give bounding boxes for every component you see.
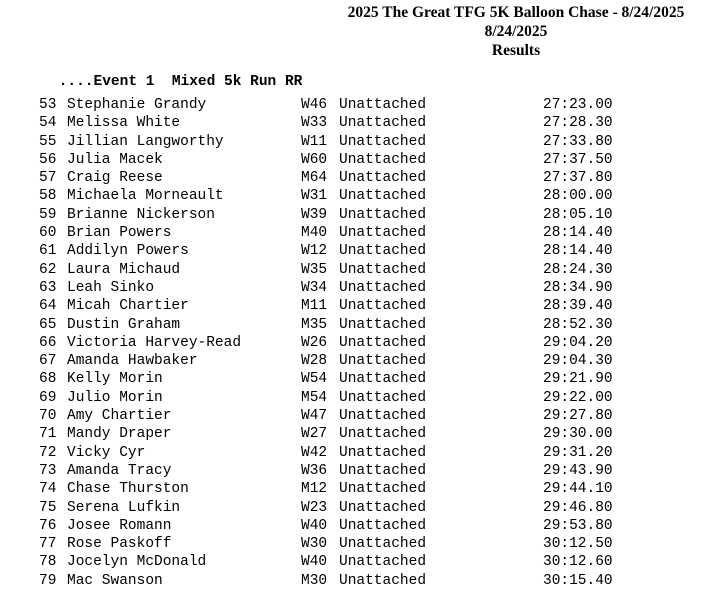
result-place: 71 [39, 426, 57, 443]
result-name: Dustin Graham [67, 316, 181, 333]
result-division: W12 [301, 243, 328, 260]
result-division: W27 [301, 426, 328, 443]
race-date: 8/24/2025 [484, 23, 548, 40]
result-time: 29:53.80 [543, 517, 613, 534]
result-place: 63 [39, 279, 57, 296]
result-division: W30 [301, 536, 328, 553]
result-place: 76 [39, 517, 57, 534]
result-name: Micah Chartier [67, 298, 189, 315]
result-name: Laura Michaud [67, 261, 181, 278]
result-place: 64 [39, 298, 57, 315]
result-team: Unattached [339, 426, 427, 443]
result-place: 54 [39, 115, 57, 132]
result-division: M40 [301, 225, 328, 242]
result-time: 28:24.30 [543, 261, 613, 278]
result-time: 28:14.40 [543, 225, 613, 242]
result-place: 53 [39, 97, 57, 113]
result-team: Unattached [339, 151, 427, 168]
result-team: Unattached [339, 316, 427, 333]
result-time: 29:30.00 [543, 426, 613, 443]
event-heading: ....Event 1 Mixed 5k Run RR [50, 74, 303, 90]
result-division: W40 [301, 554, 328, 571]
result-place: 79 [39, 572, 57, 589]
result-name: Vicky Cyr [67, 444, 146, 461]
result-team: Unattached [339, 115, 427, 132]
result-division: W42 [301, 444, 328, 461]
result-place: 72 [39, 444, 57, 461]
result-place: 68 [39, 371, 57, 388]
result-division: W11 [301, 133, 328, 150]
result-division: W34 [301, 279, 328, 296]
result-time: 29:46.80 [543, 499, 613, 516]
result-team: Unattached [339, 298, 427, 315]
result-name: Serena Lufkin [67, 499, 181, 516]
result-place: 59 [39, 206, 57, 223]
result-division: M64 [301, 170, 328, 187]
result-time: 29:22.00 [543, 389, 613, 406]
result-time: 28:39.40 [543, 298, 613, 315]
result-team: Unattached [339, 97, 427, 113]
result-name: Julio Morin [67, 389, 163, 406]
result-team: Unattached [339, 133, 427, 150]
result-team: Unattached [339, 334, 427, 351]
result-time: 28:14.40 [543, 243, 613, 260]
result-name: Amanda Hawbaker [67, 353, 198, 370]
result-time: 28:00.00 [543, 188, 613, 205]
result-division: W39 [301, 206, 328, 223]
result-name: Leah Sinko [67, 279, 155, 296]
result-place: 62 [39, 261, 57, 278]
result-name: Amanda Tracy [67, 462, 172, 479]
result-place: 56 [39, 151, 57, 168]
result-place: 60 [39, 225, 57, 242]
result-team: Unattached [339, 243, 427, 260]
result-team: Unattached [339, 499, 427, 516]
result-place: 66 [39, 334, 57, 351]
result-name: Stephanie Grandy [67, 97, 207, 113]
result-team: Unattached [339, 261, 427, 278]
race-title: 2025 The Great TFG 5K Balloon Chase - 8/24/2025 [347, 4, 685, 21]
result-division: W36 [301, 462, 328, 479]
result-team: Unattached [339, 371, 427, 388]
result-place: 61 [39, 243, 57, 260]
result-place: 69 [39, 389, 57, 406]
result-time: 29:04.20 [543, 334, 613, 351]
result-division: W33 [301, 115, 328, 132]
result-place: 58 [39, 188, 57, 205]
result-time: 30:15.40 [543, 572, 613, 589]
result-team: Unattached [339, 462, 427, 479]
result-name: Mandy Draper [67, 426, 172, 443]
result-team: Unattached [339, 170, 427, 187]
result-team: Unattached [339, 572, 427, 589]
result-team: Unattached [339, 408, 427, 425]
result-place: 67 [39, 353, 57, 370]
result-team: Unattached [339, 188, 427, 205]
result-name: Craig Reese [67, 170, 163, 187]
result-name: Brianne Nickerson [67, 206, 215, 223]
result-team: Unattached [339, 225, 427, 242]
result-place: 73 [39, 462, 57, 479]
result-time: 27:28.30 [543, 115, 613, 132]
result-time: 30:12.50 [543, 536, 613, 553]
result-place: 65 [39, 316, 57, 333]
result-division: M11 [301, 298, 328, 315]
result-team: Unattached [339, 536, 427, 553]
result-name: Amy Chartier [67, 408, 172, 425]
result-division: W46 [301, 97, 328, 113]
result-name: Chase Thurston [67, 481, 189, 498]
result-name: Jocelyn McDonald [67, 554, 207, 571]
result-place: 75 [39, 499, 57, 516]
result-place: 74 [39, 481, 57, 498]
result-name: Jillian Langworthy [67, 133, 224, 150]
result-name: Josee Romann [67, 517, 172, 534]
result-division: M12 [301, 481, 328, 498]
result-division: M54 [301, 389, 328, 406]
result-division: W26 [301, 334, 328, 351]
result-team: Unattached [339, 481, 427, 498]
result-team: Unattached [339, 389, 427, 406]
result-division: W40 [301, 517, 328, 534]
result-time: 30:12.60 [543, 554, 613, 571]
result-time: 29:21.90 [543, 371, 613, 388]
result-name: Julia Macek [67, 151, 163, 168]
result-time: 27:23.00 [543, 97, 613, 113]
result-division: W35 [301, 261, 328, 278]
result-division: W28 [301, 353, 328, 370]
result-team: Unattached [339, 279, 427, 296]
result-division: W54 [301, 371, 328, 388]
result-place: 55 [39, 133, 57, 150]
result-name: Brian Powers [67, 225, 172, 242]
result-time: 29:31.20 [543, 444, 613, 461]
result-division: M35 [301, 316, 328, 333]
result-place: 77 [39, 536, 57, 553]
result-time: 28:34.90 [543, 279, 613, 296]
result-division: M30 [301, 572, 328, 589]
result-time: 29:04.30 [543, 353, 613, 370]
result-time: 29:27.80 [543, 408, 613, 425]
result-place: 57 [39, 170, 57, 187]
result-time: 28:52.30 [543, 316, 613, 333]
result-division: W23 [301, 499, 328, 516]
result-name: Addilyn Powers [67, 243, 189, 260]
result-division: W47 [301, 408, 328, 425]
result-name: Kelly Morin [67, 371, 163, 388]
result-time: 27:33.80 [543, 133, 613, 150]
result-team: Unattached [339, 517, 427, 534]
result-name: Melissa White [67, 115, 181, 132]
result-name: Rose Paskoff [67, 536, 172, 553]
result-time: 29:43.90 [543, 462, 613, 479]
result-time: 29:44.10 [543, 481, 613, 498]
results-header [290, 3, 721, 60]
result-place: 78 [39, 554, 57, 571]
results-heading: Results [491, 42, 541, 59]
result-name: Michaela Morneault [67, 188, 224, 205]
result-division: W60 [301, 151, 328, 168]
result-name: Mac Swanson [67, 572, 163, 589]
result-team: Unattached [339, 353, 427, 370]
result-time: 27:37.80 [543, 170, 613, 187]
result-team: Unattached [339, 206, 427, 223]
result-name: Victoria Harvey-Read [67, 334, 242, 351]
result-time: 28:05.10 [543, 206, 613, 223]
result-time: 27:37.50 [543, 151, 613, 168]
result-division: W31 [301, 188, 328, 205]
result-team: Unattached [339, 554, 427, 571]
result-place: 70 [39, 408, 57, 425]
result-team: Unattached [339, 444, 427, 461]
